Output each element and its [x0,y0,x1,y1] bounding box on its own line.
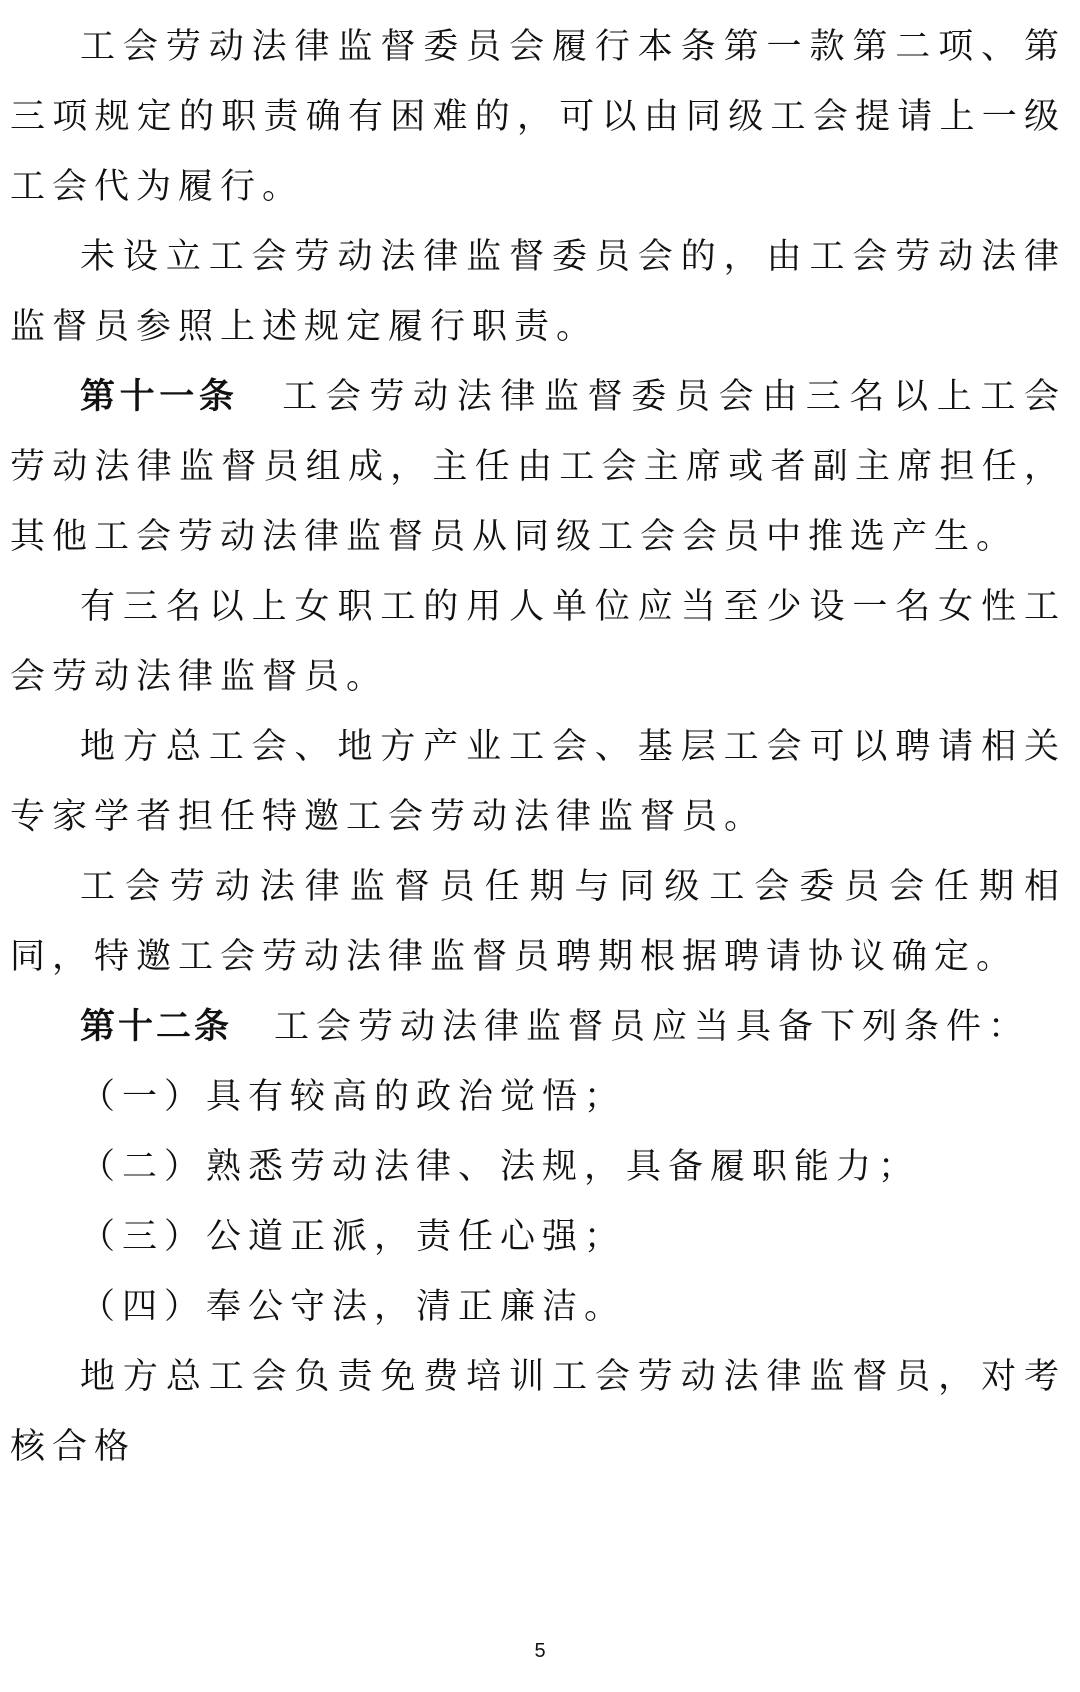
list-item: （二）熟悉劳动法律、法规，具备履职能力； [80,1147,921,1187]
list-item: （三）公道正派，责任心强； [80,1217,627,1257]
article-spacer [232,1007,274,1047]
list-item: （一）具有较高的政治觉悟； [80,1077,627,1117]
article-heading: 第十二条 [80,1007,233,1047]
page-number: 5 [534,1640,546,1662]
paragraph: 地方总工会负责免费培训工会劳动法律监督员，对考核合格 [10,1357,1066,1467]
paragraph: 工会劳动法律监督委员会履行本条第一款第二项、第三项规定的职责确有困难的，可以由同级工会提请上一级工会代为履行。 [10,27,1066,207]
paragraph: 工会劳动法律监督员任期与同级工会委员会任期相同，特邀工会劳动法律监督员聘期根据聘请协议确定。 [10,867,1066,977]
paragraph: 未设立工会劳动法律监督委员会的，由工会劳动法律监督员参照上述规定履行职责。 [10,237,1066,347]
list-item: （四）奉公守法，清正廉洁。 [80,1287,627,1327]
article-spacer [239,377,283,417]
paragraph: 有三名以上女职工的用人单位应当至少设一名女性工会劳动法律监督员。 [10,587,1066,697]
paragraph: 地方总工会、地方产业工会、基层工会可以聘请相关专家学者担任特邀工会劳动法律监督员。 [10,727,1066,837]
paragraph-article-11: 第十一条 工会劳动法律监督委员会由三名以上工会劳动法律监督员组成，主任由工会主席或者副主席担任，其他工会劳动法律监督员从同级工会会员中推选产生。 [10,377,1066,557]
paragraph-article-12: 第十二条 工会劳动法律监督员应当具备下列条件： [80,1007,1031,1047]
document-body [10,12,1066,1482]
article-heading: 第十一条 [80,377,239,417]
